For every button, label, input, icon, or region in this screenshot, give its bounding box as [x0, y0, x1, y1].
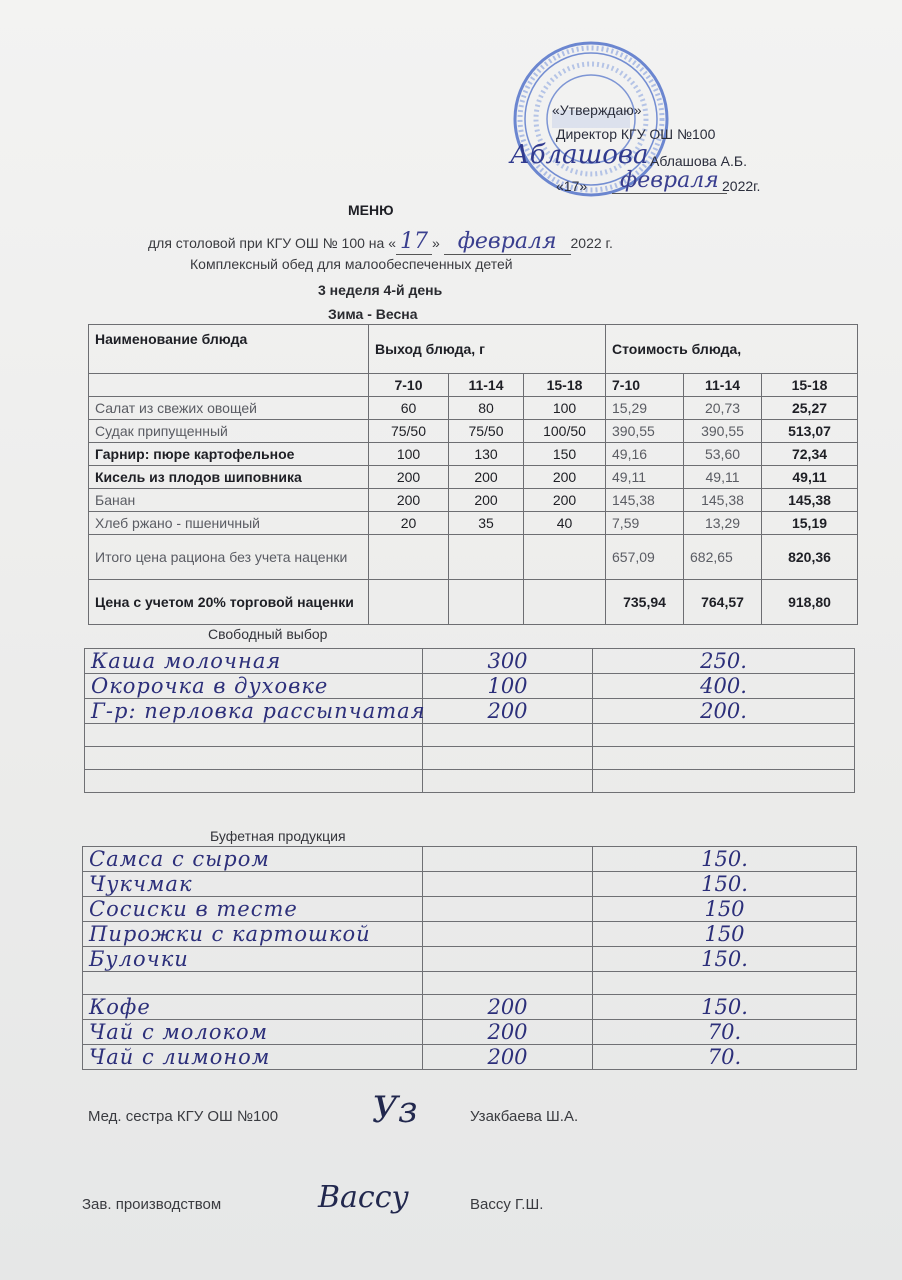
buffet-name: Чай с молоком	[83, 1020, 423, 1045]
yield-cell: 200	[449, 489, 524, 512]
cost-cell: 49,11	[606, 466, 684, 489]
yield-cell: 200	[369, 489, 449, 512]
age-header: 7-10	[606, 374, 684, 397]
buffet-weight: 200	[423, 995, 593, 1020]
total-with-markup-label: Цена с учетом 20% торговой наценки	[89, 580, 369, 625]
free-choice-price: 200.	[593, 699, 855, 724]
cost-cell: 145,38	[606, 489, 684, 512]
free-choice-name: Г-р: перловка рассыпчатая	[85, 699, 423, 724]
buffet-name: Пирожки с картошкой	[83, 922, 423, 947]
free-choice-price: 400.	[593, 674, 855, 699]
cost-cell: 145,38	[762, 489, 858, 512]
free-choice-weight	[423, 747, 593, 770]
free-choice-weight	[423, 724, 593, 747]
dish-name: Банан	[89, 489, 369, 512]
buffet-title: Буфетная продукция	[210, 828, 346, 844]
yield-cell: 200	[524, 489, 606, 512]
yield-cell: 200	[524, 466, 606, 489]
approval-line-1: «Утверждаю»	[552, 102, 642, 118]
menu-table	[88, 324, 858, 625]
age-header: 15-18	[524, 374, 606, 397]
yield-cell: 150	[524, 443, 606, 466]
cost-cell: 7,59	[606, 512, 684, 535]
free-choice-price	[593, 724, 855, 747]
cost-cell: 49,11	[684, 466, 762, 489]
col-header-yield: Выход блюда, г	[369, 325, 606, 374]
buffet-weight	[423, 947, 593, 972]
free-choice-weight: 200	[423, 699, 593, 724]
buffet-weight: 200	[423, 1045, 593, 1070]
col-header-name: Наименование блюда	[89, 325, 369, 374]
cost-cell: 13,29	[684, 512, 762, 535]
buffet-price	[593, 972, 857, 995]
buffet-weight	[423, 972, 593, 995]
cost-cell: 513,07	[762, 420, 858, 443]
yield-cell: 20	[369, 512, 449, 535]
buffet-name: Чукчмак	[83, 872, 423, 897]
yield-cell: 75/50	[369, 420, 449, 443]
chef-signature: Вассу	[318, 1180, 409, 1215]
total-markup-cell: 735,94	[606, 580, 684, 625]
list-item	[83, 872, 857, 897]
list-item	[85, 724, 855, 747]
total-markup-cell: 918,80	[762, 580, 858, 625]
cost-cell: 390,55	[606, 420, 684, 443]
nurse-name: Узакбаева Ш.А.	[470, 1108, 579, 1125]
free-choice-price	[593, 747, 855, 770]
total-cell: 682,65	[684, 535, 762, 580]
buffet-name: Чай с лимоном	[83, 1045, 423, 1070]
free-choice-weight	[423, 770, 593, 793]
approval-date-day: «17»	[556, 178, 588, 194]
cost-cell: 49,16	[606, 443, 684, 466]
list-item	[85, 674, 855, 699]
free-choice-name	[85, 747, 423, 770]
header-date-quote: »	[432, 235, 440, 251]
age-header-empty	[89, 374, 369, 397]
header-date-month: февраля	[444, 229, 571, 255]
yield-cell: 100	[369, 443, 449, 466]
buffet-name	[83, 972, 423, 995]
cost-cell: 53,60	[684, 443, 762, 466]
yield-cell: 40	[524, 512, 606, 535]
dish-name: Салат из свежих овощей	[89, 397, 369, 420]
buffet-price: 150	[593, 922, 857, 947]
list-item	[83, 972, 857, 995]
list-item	[83, 1020, 857, 1045]
page-title: МЕНЮ	[348, 202, 394, 218]
cost-cell: 15,19	[762, 512, 858, 535]
list-item	[83, 922, 857, 947]
age-header: 11-14	[449, 374, 524, 397]
list-item	[85, 747, 855, 770]
cost-cell: 20,73	[684, 397, 762, 420]
yield-cell: 200	[369, 466, 449, 489]
chef-label: Зав. производством	[82, 1196, 222, 1213]
free-choice-price	[593, 770, 855, 793]
col-header-cost: Стоимость блюда,	[606, 325, 858, 374]
approval-director-name: Аблашова А.Б.	[650, 153, 747, 169]
buffet-price: 150.	[593, 995, 857, 1020]
buffet-price: 70.	[593, 1045, 857, 1070]
yield-cell: 35	[449, 512, 524, 535]
list-item	[83, 995, 857, 1020]
cost-cell: 49,11	[762, 466, 858, 489]
chef-name: Вассу Г.Ш.	[470, 1196, 544, 1213]
buffet-price: 150.	[593, 947, 857, 972]
table-row	[89, 443, 858, 466]
buffet-name: Кофе	[83, 995, 423, 1020]
buffet-price: 150.	[593, 872, 857, 897]
header-date-year: 2022 г.	[570, 235, 613, 251]
list-item	[83, 1045, 857, 1070]
yield-cell: 80	[449, 397, 524, 420]
total-cell: 657,09	[606, 535, 684, 580]
buffet-price: 150.	[593, 847, 857, 872]
table-row	[89, 397, 858, 420]
header-line-date	[148, 229, 613, 254]
yield-cell: 100/50	[524, 420, 606, 443]
list-item	[83, 897, 857, 922]
cost-cell: 25,27	[762, 397, 858, 420]
table-row	[89, 420, 858, 443]
age-header: 15-18	[762, 374, 858, 397]
buffet-weight: 200	[423, 1020, 593, 1045]
buffet-price: 70.	[593, 1020, 857, 1045]
table-row	[89, 512, 858, 535]
age-header: 7-10	[369, 374, 449, 397]
buffet-name: Булочки	[83, 947, 423, 972]
dish-name: Хлеб ржано - пшеничный	[89, 512, 369, 535]
buffet-weight	[423, 872, 593, 897]
total-markup-cell: 764,57	[684, 580, 762, 625]
free-choice-price: 250.	[593, 649, 855, 674]
nurse-label: Мед. сестра КГУ ОШ №100	[88, 1108, 279, 1125]
header-subtitle: Комплексный обед для малообеспеченных детей	[190, 256, 513, 272]
header-date-prefix: для столовой при КГУ ОШ № 100 на «	[148, 235, 396, 251]
nurse-signature: Уз	[372, 1090, 418, 1131]
list-item	[85, 699, 855, 724]
free-choice-name: Окорочка в духовке	[85, 674, 423, 699]
cost-cell: 145,38	[684, 489, 762, 512]
cost-cell: 390,55	[684, 420, 762, 443]
buffet-weight	[423, 847, 593, 872]
table-row	[89, 489, 858, 512]
total-cell: 820,36	[762, 535, 858, 580]
free-choice-name	[85, 724, 423, 747]
dish-name: Кисель из плодов шиповника	[89, 466, 369, 489]
free-choice-weight: 300	[423, 649, 593, 674]
yield-cell: 100	[524, 397, 606, 420]
dish-name: Гарнир: пюре картофельное	[89, 443, 369, 466]
total-without-markup-label: Итого цена рациона без учета наценки	[89, 535, 369, 580]
buffet-weight	[423, 897, 593, 922]
list-item	[83, 947, 857, 972]
buffet-weight	[423, 922, 593, 947]
yield-cell: 60	[369, 397, 449, 420]
buffet-price: 150	[593, 897, 857, 922]
free-choice-title: Свободный выбор	[208, 626, 328, 642]
approval-date-month: февраля	[612, 168, 727, 194]
header-week-day: 3 неделя 4-й день	[318, 282, 443, 298]
free-choice-name: Каша молочная	[85, 649, 423, 674]
director-signature: Аблашова	[510, 140, 649, 170]
approval-line-director: Директор КГУ ОШ №100	[556, 126, 716, 142]
free-choice-weight: 100	[423, 674, 593, 699]
cost-cell: 15,29	[606, 397, 684, 420]
yield-cell: 130	[449, 443, 524, 466]
yield-cell: 75/50	[449, 420, 524, 443]
header-date-day: 17	[396, 229, 432, 255]
list-item	[83, 847, 857, 872]
list-item	[85, 770, 855, 793]
buffet-name: Сосиски в тесте	[83, 897, 423, 922]
free-choice-name	[85, 770, 423, 793]
table-row	[89, 466, 858, 489]
age-header: 11-14	[684, 374, 762, 397]
approval-date-year: 2022г.	[722, 178, 761, 194]
header-season: Зима - Весна	[328, 306, 418, 322]
dish-name: Судак припущенный	[89, 420, 369, 443]
cost-cell: 72,34	[762, 443, 858, 466]
buffet-table	[82, 846, 857, 1070]
list-item	[85, 649, 855, 674]
buffet-name: Самса с сыром	[83, 847, 423, 872]
free-choice-table	[84, 648, 855, 793]
yield-cell: 200	[449, 466, 524, 489]
